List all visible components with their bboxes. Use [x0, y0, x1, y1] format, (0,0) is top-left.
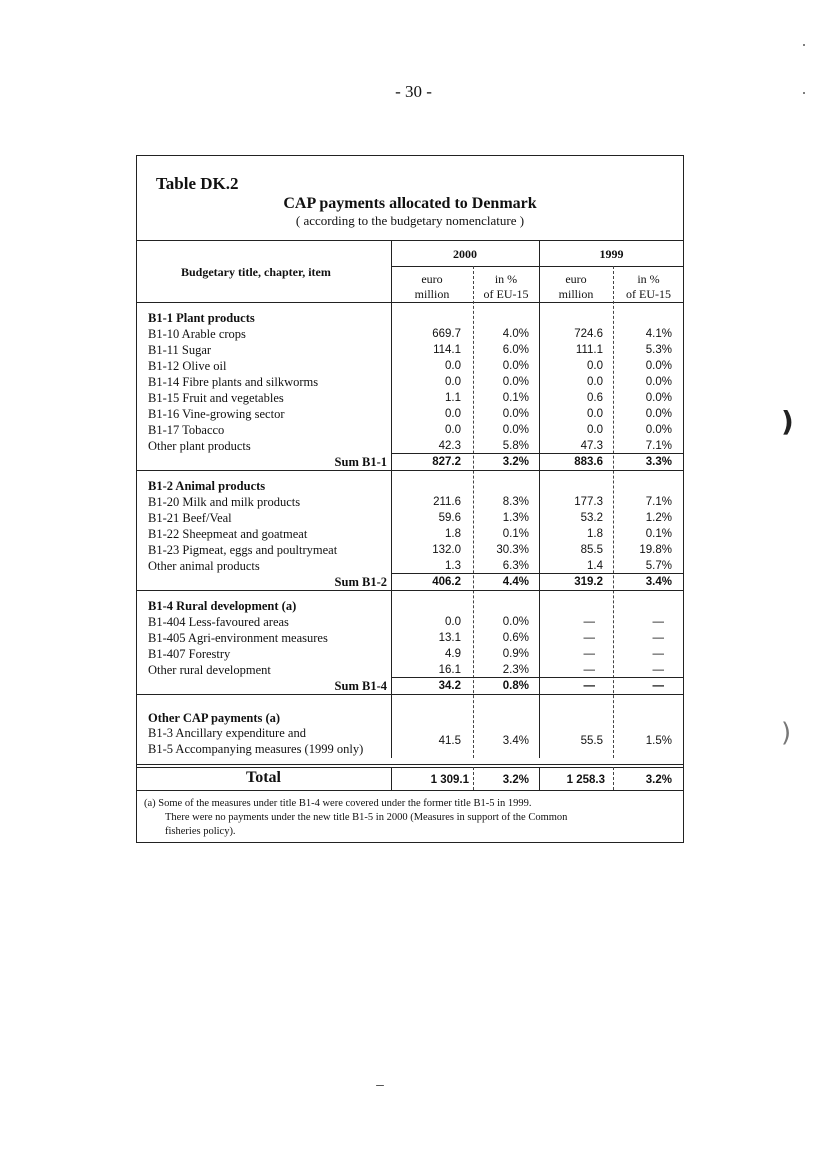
cell-pct-2000: 0.8% — [502, 680, 529, 692]
scan-speck — [376, 1085, 384, 1086]
euro-header-a-2: million — [414, 287, 450, 301]
other-value-b: 55.5 — [580, 735, 603, 747]
cell-pct-2000: 3.2% — [502, 456, 529, 468]
total-value-a: 1 309.1 — [430, 774, 469, 786]
cell-pct-1999: 1.2% — [645, 512, 672, 524]
row-label: Other plant products — [148, 439, 251, 453]
cell-pct-1999: 3.4% — [645, 576, 672, 588]
total-bottom-rule — [136, 790, 684, 791]
cell-pct-1999: 7.1% — [645, 496, 672, 508]
cell-value-2000: 13.1 — [438, 632, 461, 644]
cell-value-2000: 1.8 — [445, 528, 461, 540]
row-label: B1-405 Agri-environment measures — [148, 631, 328, 645]
cell-pct-1999: 4.1% — [645, 328, 672, 340]
cell-value-1999: 47.3 — [580, 440, 603, 452]
header-bottom-rule — [136, 302, 684, 303]
other-line-2: B1-5 Accompanying measures (1999 only) — [148, 742, 364, 756]
section-heading: B1-2 Animal products — [148, 479, 266, 493]
header-top-rule — [136, 240, 684, 241]
row-label: Other animal products — [148, 559, 260, 573]
row-label: B1-23 Pigmeat, eggs and poultrymeat — [148, 543, 338, 557]
cell-value-1999: 883.6 — [574, 456, 603, 468]
cell-pct-1999: 0.0% — [645, 392, 672, 404]
other-line-1: B1-3 Ancillary expenditure and — [148, 726, 306, 740]
cell-value-2000: 0.0 — [445, 424, 461, 436]
euro-header-b-1: euro — [565, 272, 587, 286]
row-label: B1-20 Milk and milk products — [148, 495, 301, 509]
cell-value-1999: 0.0 — [587, 376, 603, 388]
cell-value-2000: 114.1 — [433, 344, 461, 356]
cell-value-2000: 669.7 — [432, 328, 461, 340]
cell-value-2000: 406.2 — [432, 576, 461, 588]
other-value-a: 41.5 — [438, 735, 461, 747]
total-label: Total — [246, 769, 281, 786]
page-number: - 30 - — [395, 82, 432, 101]
cell-pct-2000: 6.3% — [502, 560, 529, 572]
cell-value-1999: 724.6 — [574, 328, 603, 340]
cell-value-1999: 85.5 — [580, 544, 603, 556]
row-label: B1-21 Beef/Veal — [148, 511, 232, 525]
row-label: B1-11 Sugar — [148, 343, 212, 357]
pct-header-b-1: in % — [637, 272, 660, 286]
row-label: B1-22 Sheepmeat and goatmeat — [148, 527, 308, 541]
cell-pct-1999: — — [652, 616, 664, 628]
cell-value-2000: 34.2 — [438, 680, 461, 692]
cell-value-2000: 0.0 — [445, 408, 461, 420]
cell-value-1999: — — [583, 648, 595, 660]
cell-pct-2000: 0.0% — [502, 408, 529, 420]
total-pct-a: 3.2% — [502, 774, 529, 786]
cell-pct-1999: — — [652, 680, 664, 692]
cell-value-1999: 319.2 — [574, 576, 603, 588]
cell-value-2000: 0.0 — [445, 360, 461, 372]
pct-header-b-2: of EU-15 — [626, 287, 671, 301]
sum-bottom-rule — [136, 590, 684, 591]
row-label: B1-16 Vine-growing sector — [148, 407, 285, 421]
cell-value-1999: — — [583, 616, 595, 628]
table-title: CAP payments allocated to Denmark — [283, 195, 537, 212]
margin-mark-lower: ) — [781, 718, 792, 748]
row-label: B1-14 Fibre plants and silkworms — [148, 375, 319, 389]
euro-header-b-2: million — [558, 287, 594, 301]
cell-pct-2000: 0.1% — [502, 528, 529, 540]
cell-pct-1999: 19.8% — [639, 544, 672, 556]
cell-value-2000: 827.2 — [432, 456, 461, 468]
other-pct-b: 1.5% — [645, 735, 672, 747]
total-top-rule — [136, 764, 684, 765]
euro-header-a-1: euro — [421, 272, 443, 286]
cell-pct-1999: 0.0% — [645, 408, 672, 420]
pct-header-a-2: of EU-15 — [483, 287, 529, 301]
sum-bottom-rule — [136, 694, 684, 695]
table-id: Table DK.2 — [156, 174, 239, 193]
cell-value-1999: 1.4 — [587, 560, 603, 572]
cell-value-1999: 0.0 — [587, 360, 603, 372]
sum-bottom-rule — [136, 470, 684, 471]
scan-speck — [803, 44, 805, 46]
cell-pct-2000: 6.0% — [502, 344, 529, 356]
cell-pct-1999: 3.3% — [645, 456, 672, 468]
row-label: B1-407 Forestry — [148, 647, 231, 661]
year-sub-rule — [391, 266, 684, 267]
footnote-line-1: (a) Some of the measures under title B1-4 were covered under the former title B1-5 in 1999. — [144, 798, 532, 809]
cell-pct-2000: 0.0% — [502, 424, 529, 436]
row-label: B1-12 Olive oil — [148, 359, 227, 373]
total-top-rule-2 — [136, 767, 684, 768]
cell-pct-1999: — — [652, 648, 664, 660]
other-pct-a: 3.4% — [502, 735, 529, 747]
total-pct-b: 3.2% — [645, 774, 672, 786]
cell-value-1999: 53.2 — [580, 512, 603, 524]
sum-top-rule — [391, 677, 684, 678]
row-label: Other rural development — [148, 663, 271, 677]
cell-value-1999: 0.0 — [587, 424, 603, 436]
cell-pct-1999: — — [652, 664, 664, 676]
row-label: B1-404 Less-favoured areas — [148, 615, 289, 629]
row-label: B1-15 Fruit and vegetables — [148, 391, 284, 405]
footnote-line-3: fisheries policy). — [165, 826, 236, 837]
sum-top-rule — [391, 453, 684, 454]
cell-pct-1999: — — [652, 632, 664, 644]
cell-pct-2000: 0.9% — [502, 648, 529, 660]
cell-pct-1999: 0.0% — [645, 424, 672, 436]
year-2000-header: 2000 — [453, 247, 477, 261]
cell-value-1999: 1.8 — [587, 528, 603, 540]
cell-value-1999: 0.6 — [587, 392, 603, 404]
cell-pct-2000: 1.3% — [502, 512, 529, 524]
cell-value-1999: — — [583, 632, 595, 644]
cell-value-1999: — — [583, 680, 595, 692]
total-value-b: 1 258.3 — [566, 774, 605, 786]
cell-pct-2000: 5.8% — [502, 440, 529, 452]
sum-label: Sum B1-4 — [334, 679, 387, 693]
scan-speck — [803, 92, 805, 94]
footnote-line-2: There were no payments under the new title B1-5 in 2000 (Measures in support of the Common — [165, 812, 568, 823]
cell-value-2000: 1.3 — [445, 560, 461, 572]
cell-value-2000: 42.3 — [438, 440, 461, 452]
cell-pct-2000: 0.0% — [502, 616, 529, 628]
cell-pct-1999: 5.7% — [645, 560, 672, 572]
section-heading: B1-1 Plant products — [148, 311, 255, 325]
cell-pct-1999: 7.1% — [645, 440, 672, 452]
cell-pct-2000: 8.3% — [502, 496, 529, 508]
table-subtitle: ( according to the budgetary nomenclature ) — [295, 213, 525, 228]
row-label-header: Budgetary title, chapter, item — [181, 265, 331, 279]
cell-value-2000: 132.0 — [432, 544, 461, 556]
cell-value-1999: 111.1 — [575, 344, 603, 356]
pct-header-a-1: in % — [494, 272, 518, 286]
cell-value-2000: 1.1 — [445, 392, 461, 404]
cell-pct-2000: 4.0% — [502, 328, 529, 340]
cell-pct-2000: 0.6% — [502, 632, 529, 644]
cell-pct-1999: 0.1% — [645, 528, 672, 540]
cell-pct-1999: 0.0% — [645, 376, 672, 388]
cell-value-1999: — — [583, 664, 595, 676]
margin-mark-upper: ) — [781, 405, 794, 438]
row-label: B1-10 Arable crops — [148, 327, 246, 341]
year-1999-header: 1999 — [599, 247, 624, 261]
cell-value-2000: 0.0 — [445, 376, 461, 388]
row-label: B1-17 Tobacco — [148, 423, 225, 437]
cell-pct-2000: 0.1% — [502, 392, 529, 404]
other-heading: Other CAP payments (a) — [148, 711, 281, 725]
sum-label: Sum B1-2 — [334, 575, 387, 589]
cell-pct-2000: 4.4% — [502, 576, 529, 588]
cell-pct-2000: 2.3% — [502, 664, 529, 676]
cell-value-2000: 59.6 — [438, 512, 461, 524]
section-heading: B1-4 Rural development (a) — [148, 599, 297, 613]
cell-pct-1999: 5.3% — [645, 344, 672, 356]
cell-pct-2000: 0.0% — [502, 360, 529, 372]
cell-pct-2000: 30.3% — [496, 544, 529, 556]
cell-value-1999: 177.3 — [574, 496, 603, 508]
cell-value-2000: 0.0 — [445, 616, 461, 628]
cell-pct-1999: 0.0% — [645, 360, 672, 372]
cell-value-2000: 211.6 — [433, 496, 461, 508]
cell-pct-2000: 0.0% — [502, 376, 529, 388]
cell-value-1999: 0.0 — [587, 408, 603, 420]
cell-value-2000: 4.9 — [445, 648, 461, 660]
sum-label: Sum B1-1 — [334, 455, 387, 469]
cell-value-2000: 16.1 — [438, 664, 461, 676]
sum-top-rule — [391, 573, 684, 574]
